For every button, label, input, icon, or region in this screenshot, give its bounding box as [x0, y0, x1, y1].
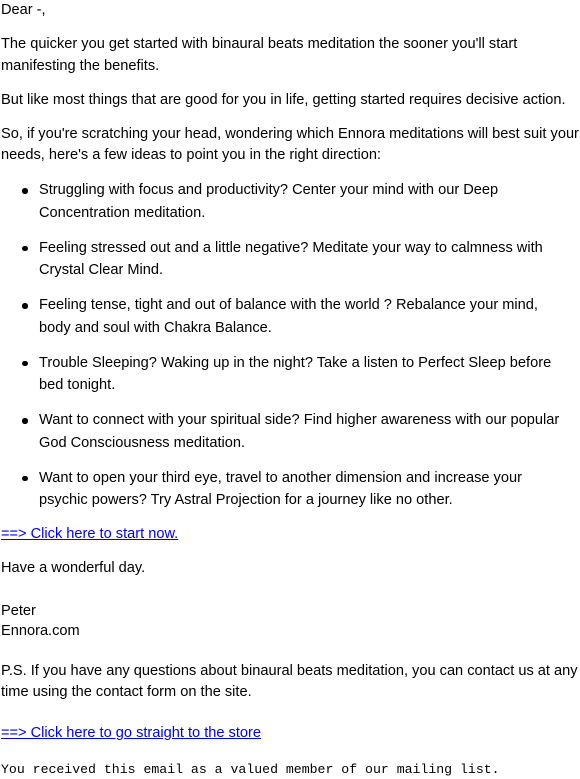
- bullet-icon: [22, 361, 28, 367]
- list-item-text: Feeling tense, tight and out of balance with the world ? Rebalance your mind, body and soul with Chakra Balance.: [39, 297, 538, 336]
- list-item-text: Trouble Sleeping? Waking up in the night? Take a listen to Perfect Sleep before bed tonight.: [39, 354, 552, 393]
- list-item: [1, 237, 579, 282]
- intro-paragraph: The quicker you get started with binaural beats meditation the sooner you'll start manifesting the benefits.: [1, 36, 518, 74]
- intro-paragraph: So, if you're scratching your head, wondering which Ennora meditations will best suit your needs, here's a few ideas to point you in the right direction:: [1, 125, 579, 163]
- list-item-text: Want to connect with your spiritual side? Find higher awareness with our popular God Consciousness meditation.: [39, 412, 560, 451]
- bullet-icon: [22, 476, 28, 482]
- start-now-paragraph: [1, 524, 579, 546]
- list-item: [1, 352, 579, 397]
- start-now-link[interactable]: ==> Click here to start now.: [1, 526, 179, 542]
- intro-paragraph: But like most things that are good for you in life, getting started requires decisive action.: [1, 91, 566, 108]
- greeting: Dear -,: [1, 2, 46, 18]
- list-item: [1, 409, 579, 454]
- store-link[interactable]: ==> Click here to go straight to the store: [1, 724, 261, 741]
- bullet-icon: [22, 303, 28, 309]
- list-item: [1, 294, 579, 339]
- bullet-icon: [22, 418, 28, 424]
- list-item-text: Struggling with focus and productivity? Center your mind with our Deep Concentration meditation.: [39, 182, 499, 221]
- bullet-icon: [22, 246, 28, 252]
- mailing-list-footer: You received this email as a valued member of our mailing list.: [1, 762, 500, 777]
- bullet-icon: [22, 188, 28, 194]
- list-item-text: Want to open your third eye, travel to another dimension and increase your psychic powers? Try Astral Projection for a journey like no other.: [39, 469, 522, 508]
- postscript: P.S. If you have any questions about binaural beats meditation, you can contact us at any time using the contact form on the site.: [1, 662, 578, 700]
- signature-name: Peter: [1, 602, 36, 619]
- meditation-ideas-list: [1, 179, 579, 512]
- signature-site: Ennora.com: [1, 623, 80, 639]
- email-body: [1, 0, 579, 744]
- closing-line: Have a wonderful day.: [1, 560, 146, 576]
- list-item-text: Feeling stressed out and a little negative? Meditate your way to calmness with Crystal Clear Mind.: [39, 239, 543, 278]
- list-item: [1, 179, 579, 224]
- store-paragraph: [1, 723, 579, 745]
- list-item: [1, 467, 579, 512]
